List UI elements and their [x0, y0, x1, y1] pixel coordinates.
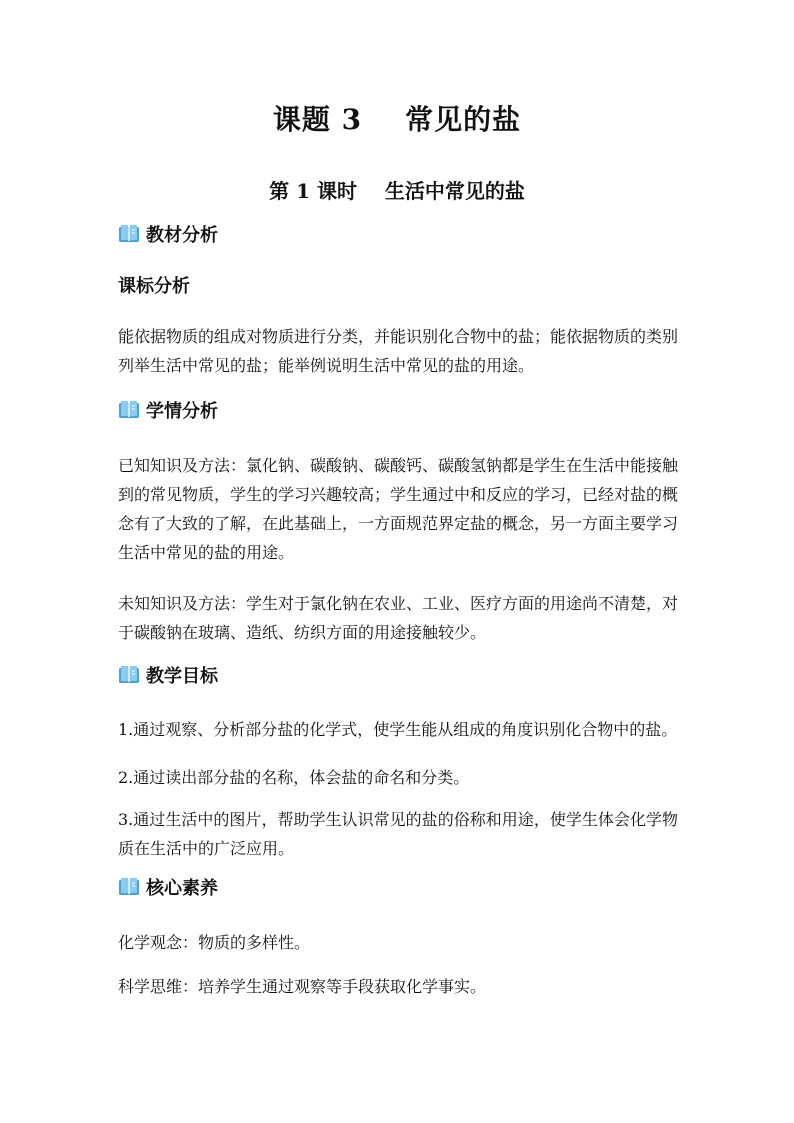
section-heading-label: 学情分析	[146, 401, 218, 422]
section-heading-goals	[118, 662, 218, 688]
book-icon	[118, 877, 140, 897]
literacy-item: 科学思维：培养学生通过观察等手段获取化学事实。	[118, 977, 487, 996]
lesson-subtitle: 第 1 课时 生活中常见的盐	[269, 179, 525, 203]
sub-heading-curriculum: 课标分析	[118, 276, 190, 297]
unknown-knowledge-paragraph: 未知知识及方法：学生对于氯化钠在农业、工业、医疗方面的用途尚不清楚，对于碳酸钠在玻璃、造纸、纺织方面的用途接触较少。	[118, 594, 679, 642]
goal-item: 1.通过观察、分析部分盐的化学式，使学生能从组成的角度识别化合物中的盐。	[118, 720, 678, 739]
book-icon	[118, 400, 140, 420]
section-heading-material	[118, 221, 218, 247]
section-heading-label: 教材分析	[146, 225, 218, 246]
page-title: 课题 3 常见的盐	[272, 103, 522, 136]
book-icon	[118, 665, 140, 685]
section-heading-label: 教学目标	[146, 666, 218, 687]
book-icon	[118, 224, 140, 244]
known-knowledge-paragraph: 已知知识及方法：氯化钠、碳酸钠、碳酸钙、碳酸氢钠都是学生在生活中能接触到的常见物质，学生的学习兴趣较高；学生通过中和反应的学习，已经对盐的概念有了大致的了解，在此基础上，一方面规范界定盐的概念，另一方面主要学习生活中常见的盐的用途。	[118, 456, 679, 562]
section-heading-students	[118, 397, 218, 423]
section-heading-literacy	[118, 874, 218, 900]
goal-item: 2.通过读出部分盐的名称，体会盐的命名和分类。	[118, 768, 470, 787]
curriculum-paragraph: 能依据物质的组成对物质进行分类，并能识别化合物中的盐；能依据物质的类别列举生活中常见的盐；能举例说明生活中常见的盐的用途。	[118, 327, 679, 375]
section-heading-label: 核心素养	[146, 878, 218, 899]
goal-item: 3.通过生活中的图片，帮助学生认识常见的盐的俗称和用途，使学生体会化学物质在生活中的广泛应用。	[118, 810, 678, 858]
literacy-item: 化学观念：物质的多样性。	[118, 933, 311, 952]
